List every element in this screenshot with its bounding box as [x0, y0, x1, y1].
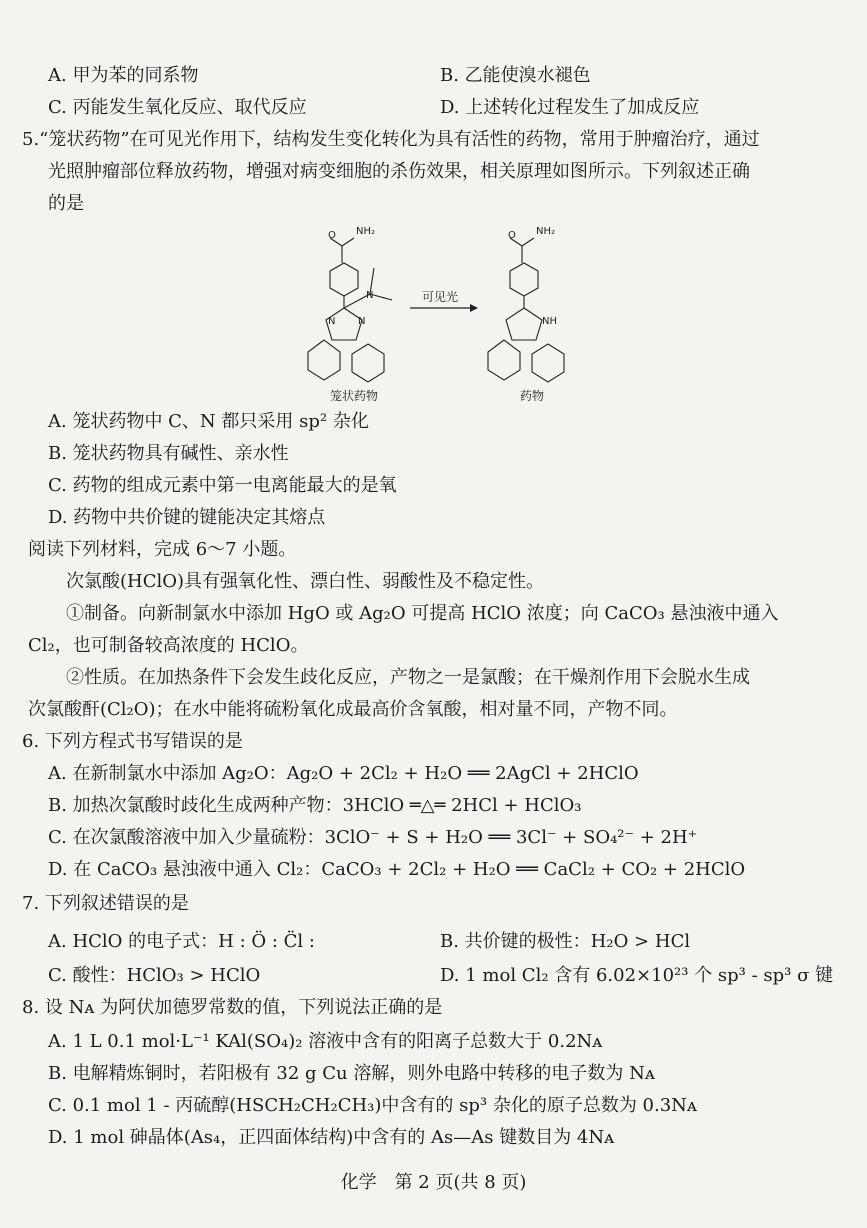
q5-stem-line3: 的是	[48, 193, 84, 214]
q4-option-a: A. 甲为苯的同系物	[48, 65, 199, 86]
q8-stem: 8. 设 Nᴀ 为阿伏加德罗常数的值，下列说法正确的是	[22, 997, 443, 1018]
left-n-label: N	[366, 290, 374, 301]
q8-option-a: A. 1 L 0.1 mol·L⁻¹ KAl(SO₄)₂ 溶液中含有的阳离子总数大于 0.2Nᴀ	[48, 1031, 603, 1052]
reaction-diagram	[330, 208, 600, 408]
q8-option-c: C. 0.1 mol 1 - 丙硫醇(HSCH₂CH₂CH₃)中含有的 sp³ 杂化的原子总数为 0.3Nᴀ	[48, 1095, 698, 1116]
q6-option-c: C. 在次氯酸溶液中加入少量硫粉：3ClO⁻ + S + H₂O ══ 3Cl⁻ + SO₄²⁻ + 2H⁺	[48, 827, 698, 848]
q7-option-a: A. HClO 的电子式：H : Ö : C̈l :	[48, 931, 315, 952]
q5-option-c: C. 药物的组成元素中第一电离能最大的是氧	[48, 475, 397, 496]
q8-option-b: B. 电解精炼铜时，若阳极有 32 g Cu 溶解，则外电路中转移的电子数为 Nᴀ	[48, 1063, 655, 1084]
q7-option-d: D. 1 mol Cl₂ 含有 6.02×10²³ 个 sp³ - sp³ σ 键	[440, 965, 834, 986]
q4-option-b: B. 乙能使溴水褪色	[440, 65, 591, 86]
right-molecule-label: 药物	[520, 389, 545, 403]
q6-option-a: A. 在新制氯水中添加 Ag₂O：Ag₂O + 2Cl₂ + H₂O ══ 2AgCl + 2HClO	[48, 763, 639, 784]
q6-option-b: B. 加热次氯酸时歧化生成两种产物：3HClO ═△═ 2HCl + HClO₃	[48, 795, 582, 816]
q8-option-d: D. 1 mol 砷晶体(As₄，正四面体结构)中含有的 As—As 键数目为 4Nᴀ	[48, 1127, 615, 1148]
right-o-label: O	[508, 230, 516, 241]
left-molecule-label: 笼状药物	[330, 389, 379, 403]
right-nh2-label: NH₂	[536, 226, 556, 237]
q5-option-b: B. 笼状药物具有碱性、亲水性	[48, 443, 289, 464]
reading-paragraph-3b: 次氯酸酐(Cl₂O)；在水中能将硫粉氧化成最高价含氧酸，相对量不同，产物不同。	[28, 699, 678, 720]
right-nh-label: NH	[542, 316, 557, 327]
reaction-svg	[330, 208, 600, 408]
reading-intro: 阅读下列材料，完成 6～7 小题。	[28, 539, 297, 560]
left-ring-n2-label: N	[358, 316, 366, 327]
q7-option-b: B. 共价键的极性：H₂O > HCl	[440, 931, 691, 952]
q6-stem: 6. 下列方程式书写错误的是	[22, 731, 243, 752]
left-o-label: O	[328, 230, 336, 241]
q5-stem-line1: 5.“笼状药物”在可见光作用下，结构发生变化转化为具有活性的药物，常用于肿瘤治疗，通过	[22, 129, 760, 150]
reading-paragraph-2a: ①制备。向新制氯水中添加 HgO 或 Ag₂O 可提高 HClO 浓度；向 CaCO₃ 悬浊液中通入	[66, 603, 779, 624]
q5-stem-line2: 光照肿瘤部位释放药物，增强对病变细胞的杀伤效果，相关原理如图所示。下列叙述正确	[48, 161, 750, 182]
arrow-head-icon	[470, 304, 478, 312]
page-footer: 化学 第 2 页(共 8 页)	[340, 1172, 527, 1193]
q7-option-c: C. 酸性：HClO₃ > HClO	[48, 965, 261, 986]
reading-paragraph-3a: ②性质。在加热条件下会发生歧化反应，产物之一是氯酸；在干燥剂作用下会脱水生成	[66, 667, 750, 688]
q7-stem: 7. 下列叙述错误的是	[22, 893, 189, 914]
q4-option-d: D. 上述转化过程发生了加成反应	[440, 97, 700, 118]
reading-paragraph-2b: Cl₂，也可制备较高浓度的 HClO。	[28, 635, 309, 656]
left-ring-n-label: N	[328, 316, 336, 327]
q5-option-a: A. 笼状药物中 C、N 都只采用 sp² 杂化	[48, 411, 369, 432]
arrow-label: 可见光	[422, 290, 459, 304]
reading-paragraph-1: 次氯酸(HClO)具有强氧化性、漂白性、弱酸性及不稳定性。	[66, 571, 545, 592]
q4-option-c: C. 丙能发生氧化反应、取代反应	[48, 97, 307, 118]
left-nh2-label: NH₂	[356, 226, 376, 237]
q6-option-d: D. 在 CaCO₃ 悬浊液中通入 Cl₂：CaCO₃ + 2Cl₂ + H₂O ══ CaCl₂ + CO₂ + 2HClO	[48, 859, 746, 880]
q5-option-d: D. 药物中共价键的键能决定其熔点	[48, 507, 326, 528]
